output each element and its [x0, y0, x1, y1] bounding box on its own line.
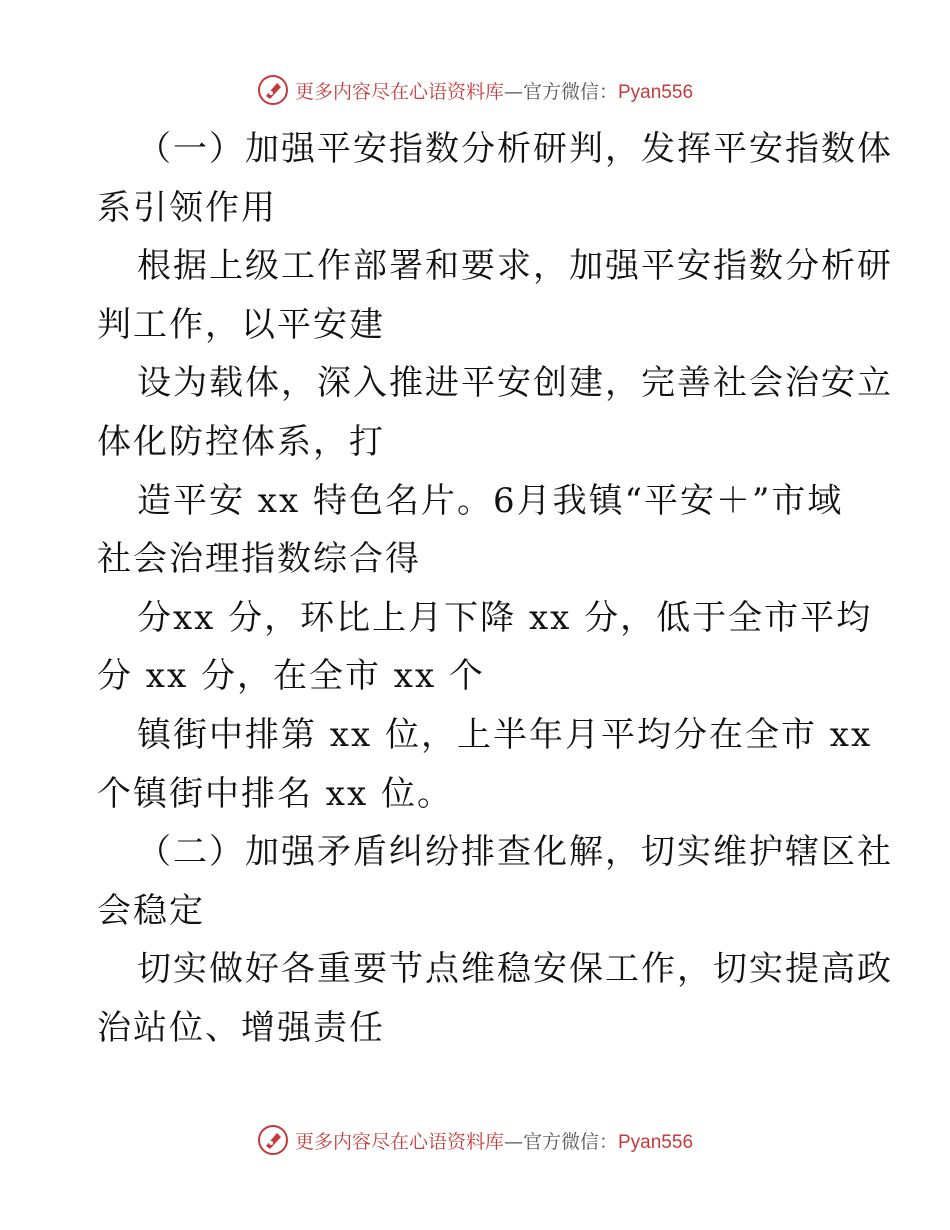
document-body: [97, 120, 893, 1058]
footer-banner: [0, 1120, 950, 1160]
paragraph-line: 社会治理指数综合得: [97, 539, 421, 580]
paragraph-line: 治站位、增强责任: [97, 1007, 385, 1048]
paragraph-line: 体化防控体系，打: [97, 421, 385, 462]
section-heading-2: （二）加强矛盾纠纷排查化解，切实维护辖区社: [137, 832, 893, 873]
header-banner-dash: —: [503, 80, 523, 103]
paragraph-line: 设为载体，深入推进平安创建，完善社会治安立: [137, 363, 893, 404]
header-banner-text: [295, 77, 693, 104]
paragraph-line: 个镇街中排名 xx 位。: [97, 773, 453, 814]
footer-banner-label: 官方微信：: [522, 1130, 618, 1153]
pen-nib-icon: [257, 74, 289, 106]
section-heading-1-cont: 系引领作用: [97, 187, 277, 228]
pen-nib-icon: [257, 1124, 289, 1156]
footer-banner-dash: —: [503, 1130, 523, 1153]
header-banner-id: Pyan556: [618, 81, 694, 103]
paragraph-line: 根据上级工作部署和要求，加强平安指数分析研: [137, 246, 893, 287]
paragraph-line: 分xx 分，环比上月下降 xx 分，低于全市平均: [137, 597, 873, 638]
paragraph-line: 分 xx 分，在全市 xx 个: [97, 656, 485, 697]
section-heading-2-cont: 会稳定: [97, 890, 205, 931]
footer-banner-text: [295, 1127, 693, 1154]
paragraph-line: 切实做好各重要节点维稳安保工作，切实提高政: [137, 949, 893, 990]
footer-banner-id: Pyan556: [618, 1131, 694, 1153]
footer-banner-main: 更多内容尽在心语资料库: [294, 1130, 504, 1153]
paragraph-line: 造平安 xx 特色名片。6月我镇“平安＋”市域: [137, 480, 844, 521]
header-banner-main: 更多内容尽在心语资料库: [294, 80, 504, 103]
header-banner-label: 官方微信：: [522, 80, 618, 103]
header-banner: [0, 70, 950, 110]
paragraph-line: 判工作，以平安建: [97, 304, 385, 345]
paragraph-line: 镇街中排第 xx 位，上半年月平均分在全市 xx: [137, 714, 873, 755]
section-heading-1: （一）加强平安指数分析研判，发挥平安指数体: [137, 129, 893, 169]
